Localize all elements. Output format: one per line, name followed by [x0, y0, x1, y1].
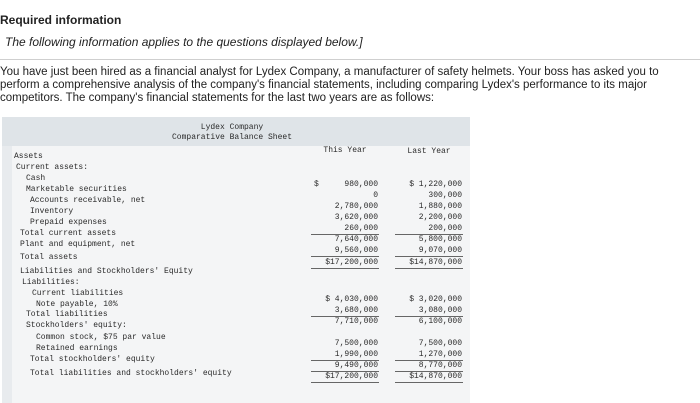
- instructions-subheading: The following information applies to the questions displayed below.]: [5, 35, 363, 49]
- this-year-total-current-assets: 7,640,000: [334, 235, 378, 244]
- row-label-note-payable: Note payable, 10%: [36, 300, 118, 309]
- last-year-inventory: 2,200,000: [418, 213, 462, 222]
- last-year-final-double-rule: [395, 382, 463, 383]
- balance-sheet-row-band: [2, 146, 12, 403]
- this-year-cash: 980,000: [344, 180, 378, 189]
- last-year-note-payable: 3,080,000: [418, 306, 462, 315]
- statement-title: Comparative Balance Sheet: [171, 133, 293, 142]
- row-label-current-liabilities: Current liabilities: [32, 289, 124, 298]
- row-label-total-liabilities-equity: Total liabilities and stockholders' equity: [30, 369, 232, 378]
- this-year-plant-equipment: 9,560,000: [334, 246, 378, 255]
- last-year-marketable-securities: 300,000: [428, 191, 462, 200]
- this-year-marketable-securities: 0: [373, 191, 378, 200]
- this-year-total-stockholders-equity: 9,490,000: [334, 361, 378, 370]
- row-label-stockholders-equity: Stockholders' equity:: [26, 321, 127, 330]
- row-label-cash: Cash: [26, 174, 46, 183]
- column-header-this-year: This Year: [323, 146, 367, 155]
- row-label-liabilities: Liabilities:: [22, 278, 80, 287]
- last-year-retained-earnings: 1,270,000: [418, 350, 462, 359]
- last-year-prepaid-expenses: 200,000: [428, 224, 462, 233]
- column-header-last-year: Last Year: [407, 147, 451, 156]
- last-year-total-rule: [395, 256, 463, 257]
- this-year-accounts-receivable: 2,780,000: [334, 202, 378, 211]
- last-year-plant-equipment: 9,070,000: [418, 246, 462, 255]
- row-label-total-assets: Total assets: [20, 253, 78, 262]
- row-label-liabilities-equity: Liabilities and Stockholders' Equity: [20, 267, 193, 276]
- row-label-common-stock: Common stock, $75 par value: [36, 333, 166, 342]
- this-year-inventory: 3,620,000: [334, 213, 378, 222]
- this-year-prepaid-expenses: 260,000: [344, 224, 378, 233]
- this-year-common-stock: 7,500,000: [334, 339, 378, 348]
- row-label-current-assets: Current assets:: [16, 163, 89, 172]
- this-year-total-assets: $17,200,000: [325, 258, 378, 267]
- this-year-total-liabilities: 7,710,000: [334, 317, 378, 326]
- last-year-accounts-receivable: 1,880,000: [418, 202, 462, 211]
- row-label-inventory: Inventory: [30, 207, 74, 216]
- this-year-total-rule: [311, 256, 379, 257]
- last-year-total-liabilities-equity: $14,870,000: [409, 372, 462, 381]
- row-label-total-current-assets: Total current assets: [20, 229, 117, 238]
- this-year-total-liabilities-equity: $17,200,000: [325, 372, 378, 381]
- this-year-double-rule: [311, 268, 379, 269]
- row-label-prepaid-expenses: Prepaid expenses: [30, 218, 107, 227]
- row-label-plant-equipment: Plant and equipment, net: [20, 240, 136, 249]
- balance-sheet-image: [2, 117, 470, 403]
- row-label-total-stockholders-equity: Total stockholders' equity: [30, 355, 155, 364]
- this-year-note-payable: 3,680,000: [334, 306, 378, 315]
- last-year-common-stock: 7,500,000: [418, 339, 462, 348]
- last-year-total-assets: $14,870,000: [409, 258, 462, 267]
- last-year-cash: $ 1,220,000: [409, 180, 462, 189]
- row-label-marketable-securities: Marketable securities: [26, 185, 127, 194]
- divider: [0, 59, 700, 60]
- last-year-total-stockholders-equity: 8,770,000: [418, 361, 462, 370]
- last-year-current-liabilities: $ 3,020,000: [409, 295, 462, 304]
- row-label-total-liabilities: Total liabilities: [26, 310, 108, 319]
- last-year-double-rule: [395, 268, 463, 269]
- this-year-retained-earnings: 1,990,000: [334, 350, 378, 359]
- this-year-cash-dollar: $: [314, 180, 319, 189]
- problem-intro-text: You have just been hired as a financial analyst for Lydex Company, a manufacturer of safety helmets. Your boss has asked you to perform a comprehensive analysis of the company's financial statements, including comparing Lydex's performance to its major competitors. The company's financial statements for the last two years are as follows:: [0, 66, 659, 104]
- row-label-assets: Assets: [14, 152, 43, 161]
- row-label-accounts-receivable: Accounts receivable, net: [30, 196, 146, 205]
- row-label-retained-earnings: Retained earnings: [36, 344, 118, 353]
- this-year-current-liabilities: $ 4,030,000: [325, 295, 378, 304]
- company-name: Lydex Company: [200, 123, 264, 132]
- required-information-heading: Required information: [0, 13, 122, 27]
- last-year-total-liabilities: 6,100,000: [418, 317, 462, 326]
- last-year-total-current-assets: 5,800,000: [418, 235, 462, 244]
- this-year-final-double-rule: [311, 382, 379, 383]
